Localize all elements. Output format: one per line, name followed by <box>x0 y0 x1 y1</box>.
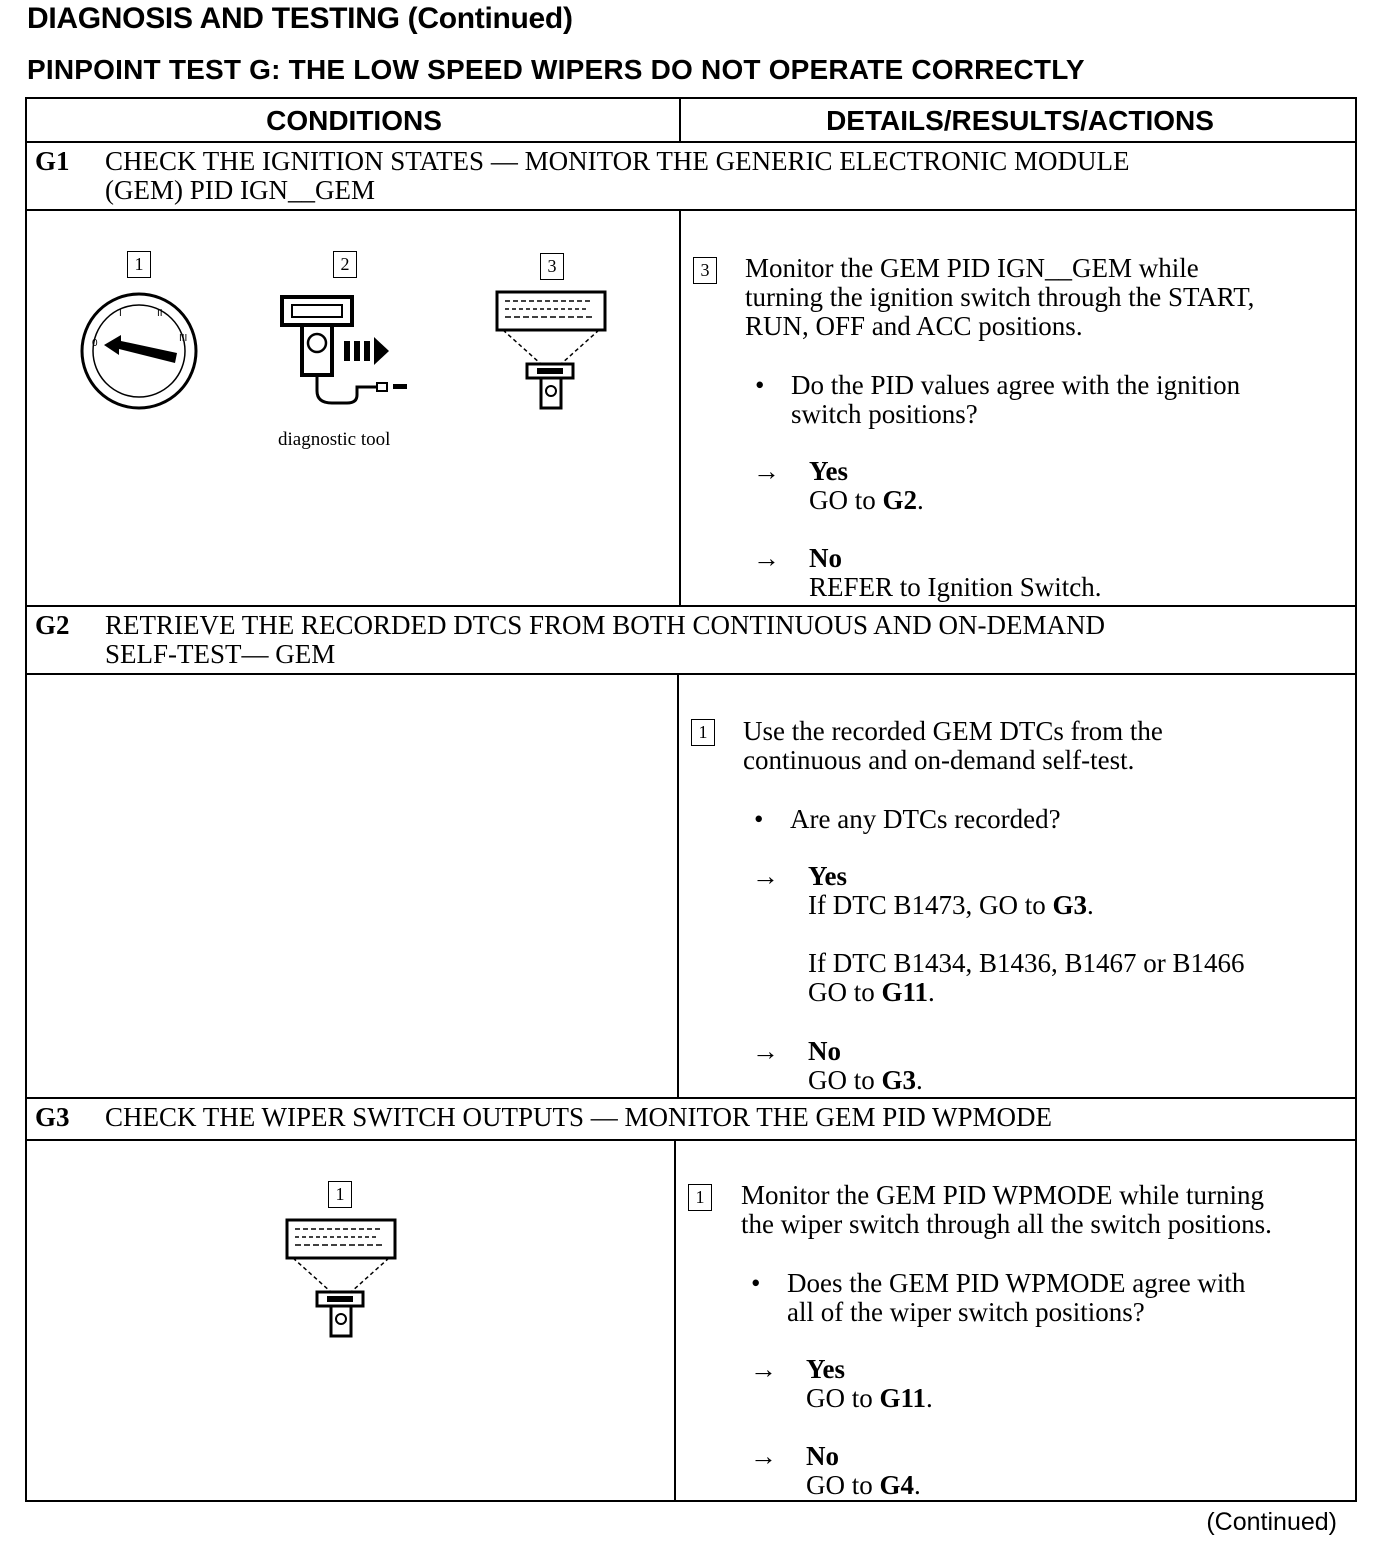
step-g3-id: G3 <box>35 1102 70 1132</box>
g3-result-yes: → Yes GO to G11. <box>750 1354 933 1413</box>
step-g3-title-line1: CHECK THE WIPER SWITCH OUTPUTS — MONITOR THE GEM PID WPMODE <box>105 1102 1053 1132</box>
step-g2-title-line1: RETRIEVE THE RECORDED DTCS FROM BOTH CONTINUOUS AND ON-DEMAND <box>105 610 1106 640</box>
test-title: PINPOINT TEST G: THE LOW SPEED WIPERS DO NOT OPERATE CORRECTLY <box>27 54 1085 85</box>
g1-instruction: Monitor the GEM PID IGN__GEM while turning the ignition switch through the START, RUN, OFF and ACC positions. <box>745 253 1255 341</box>
step-g1-title-line1: CHECK THE IGNITION STATES — MONITOR THE GENERIC ELECTRONIC MODULE <box>105 146 1130 176</box>
g3-question: • Does the GEM PID WPMODE agree with all of the wiper switch positions? <box>787 1269 1245 1327</box>
g2-result-yes: → Yes If DTC B1473, GO to G3. If DTC B1434, B1436, B1467 or B1466 GO to G11. <box>752 861 1245 1007</box>
pinpoint-test-table <box>25 97 1357 1502</box>
arrow-icon: → <box>750 1441 777 1471</box>
step-g3-header <box>35 1102 1053 1132</box>
figure-caption: diagnostic tool <box>278 429 391 450</box>
step-number-box: 3 <box>693 257 717 284</box>
step-g1-title-line2: (GEM) PID IGN__GEM <box>105 175 375 205</box>
column-header-details: DETAILS/RESULTS/ACTIONS <box>826 105 1214 136</box>
g2-instruction: Use the recorded GEM DTCs from the continuous and on-demand self-test. <box>743 716 1163 775</box>
page-title: DIAGNOSIS AND TESTING (Continued) <box>27 2 573 35</box>
scan-tool-display-icon <box>283 1217 398 1342</box>
figure-label-2: 2 <box>333 251 357 278</box>
row-divider <box>27 141 1355 143</box>
figure-label-1: 1 <box>328 1181 352 1208</box>
row-divider <box>27 209 1355 211</box>
step-g2-title-line2: SELF-TEST— GEM <box>105 639 336 669</box>
column-divider <box>677 674 679 1098</box>
arrow-icon: → <box>750 1354 777 1384</box>
g3-instruction: Monitor the GEM PID WPMODE while turning the wiper switch through all the switch positions. <box>741 1180 1272 1239</box>
step-number-box: 1 <box>688 1184 712 1211</box>
step-g2-id: G2 <box>35 610 70 640</box>
diagnostic-tool-icon <box>277 295 412 415</box>
figure-label-1: 1 <box>127 251 151 278</box>
column-divider <box>679 210 681 606</box>
column-divider <box>674 1140 676 1502</box>
g3-result-no: → No GO to G4. <box>750 1441 921 1500</box>
step-g2-header <box>35 610 1106 669</box>
row-divider <box>27 1097 1355 1099</box>
g1-question: • Do the PID values agree with the ignition switch positions? <box>791 371 1240 429</box>
row-divider <box>27 673 1355 675</box>
g1-result-no: → No REFER to Ignition Switch. <box>753 543 1102 602</box>
arrow-icon: → <box>752 861 779 891</box>
row-divider <box>27 1139 1355 1141</box>
svg-text:I: I <box>119 308 122 319</box>
svg-text:0: 0 <box>92 338 98 349</box>
g2-result-no: → No GO to G3. <box>752 1036 923 1095</box>
column-divider <box>679 99 681 142</box>
g2-question: • Are any DTCs recorded? <box>790 805 1061 834</box>
g1-result-yes: → Yes GO to G2. <box>753 456 924 515</box>
continued-note: (Continued) <box>1206 1508 1337 1536</box>
step-g1-header <box>35 146 1130 205</box>
arrow-icon: → <box>753 456 780 486</box>
step-number-box: 1 <box>691 719 715 746</box>
column-header-conditions: CONDITIONS <box>266 105 442 136</box>
scan-tool-display-icon <box>493 289 608 414</box>
figure-label-3: 3 <box>540 253 564 280</box>
svg-text:II: II <box>157 308 163 319</box>
row-divider <box>27 605 1355 607</box>
svg-text:III: III <box>179 333 188 344</box>
arrow-icon: → <box>752 1036 779 1066</box>
arrow-icon: → <box>753 543 780 573</box>
step-g1-id: G1 <box>35 146 70 176</box>
ignition-switch-icon <box>79 291 199 411</box>
